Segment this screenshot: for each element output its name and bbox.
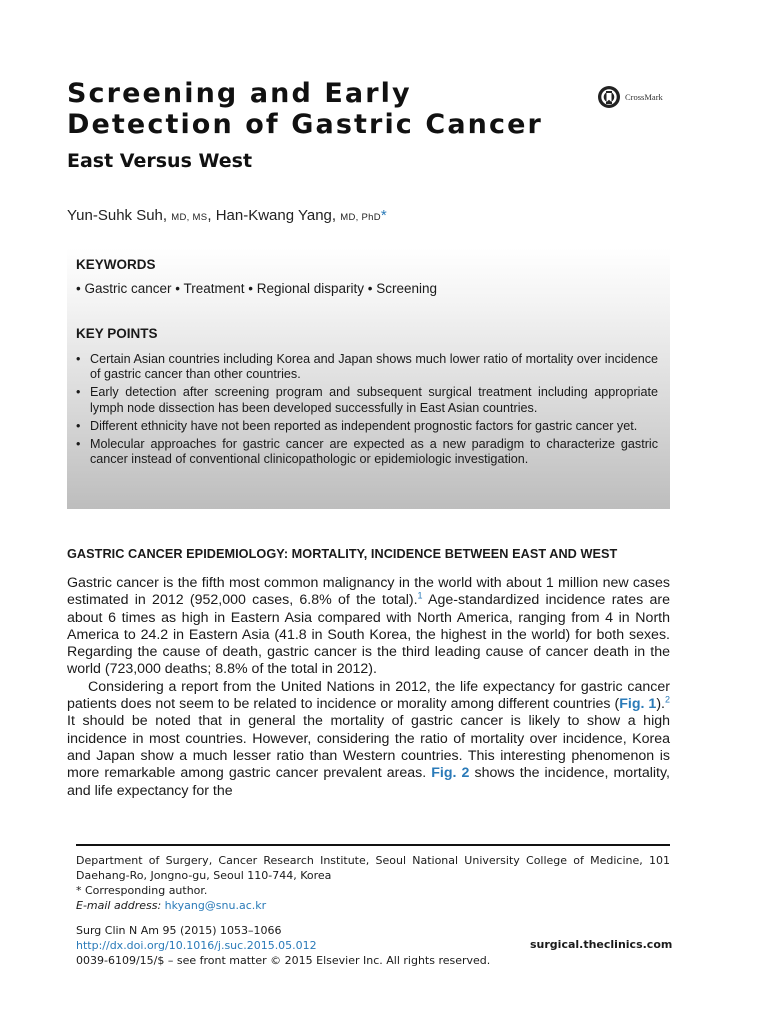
crossmark-badge[interactable] [597, 85, 663, 109]
key-point-item: • Different ethnicity have not been reported as independent prognostic factors for gastric cancer yet. [76, 419, 658, 434]
key-point-item: • Early detection after screening program and subsequent surgical treatment including appropriate lymph node dissection has been developed successfully in East Asian countries. [76, 385, 658, 415]
reference-2-link[interactable]: 2 [664, 694, 670, 705]
paragraph-text: shows the incidence, mortality, and life expectancy for the [67, 765, 670, 799]
title-line-2: Detection of Gastric Cancer [67, 109, 543, 140]
paragraph [67, 575, 670, 679]
key-point-item: • Molecular approaches for gastric cancer are expected as a new paradigm to characterize gastric cancer instead of conventional clinicopathologic or epidemiologic investigation. [76, 437, 658, 467]
footnote-divider [76, 844, 670, 846]
affiliation-text: Department of Surgery, Cancer Research Institute, Seoul National University College of Medicine, 101 Daehang-Ro, Jongno-gu, Seoul 110-744, Korea [76, 854, 670, 882]
author-name: Han-Kwang Yang, [215, 207, 337, 224]
corresponding-author-note: * Corresponding author. [76, 884, 208, 897]
section-body [67, 575, 670, 800]
paragraph-text: Age-standardized incidence rates are about 6 times as high in Eastern Asia compared with North America, ranging from 4 in North America to 24.2 in Eastern Asia (41.8 in South Korea, the highest in the world) for both sexes. Regarding the cause of death, gastric cancer is the third leading cause of cancer death in the world (723,000 deaths; 8.8% of the total in 2012). [67, 592, 670, 678]
email-label: E-mail address: [76, 899, 162, 912]
crossmark-label: CrossMark [625, 92, 663, 102]
paragraph-text: Gastric cancer is the fifth most common malignancy in the world with about 1 million new cases estimated in 2012 (952,000 cases, 6.8% of the total). [67, 575, 670, 609]
section-heading: GASTRIC CANCER EPIDEMIOLOGY: MORTALITY, INCIDENCE BETWEEN EAST AND WEST [67, 547, 618, 561]
copyright: 0039-6109/15/$ – see front matter © 2015 Elsevier Inc. All rights reserved. [76, 954, 491, 967]
article-subtitle: East Versus West [67, 150, 253, 172]
article-title [67, 78, 587, 140]
doi-link[interactable]: http://dx.doi.org/10.1016/j.suc.2015.05.012 [76, 939, 317, 952]
key-points-list [76, 352, 658, 470]
keywords-list: • Gastric cancer • Treatment • Regional disparity • Screening [76, 281, 438, 296]
paragraph-text: ). [656, 696, 665, 713]
author-degrees: MD, MS [171, 212, 208, 223]
footnote-affiliation [76, 853, 670, 913]
key-point-item: • Certain Asian countries including Korea and Japan shows much lower ratio of mortality over incidence of gastric cancer than other countries. [76, 352, 658, 382]
paragraph-text: It should be noted that in general the mortality of gastric cancer is likely to show a high incidence in most countries. However, considering the ratio of mortality over incidence, Korea and Japan show a much lesser ratio than Western countries. This interesting phenomenon is more remarkable among gastric cancer prevalent areas. [67, 713, 670, 782]
author-degrees: MD, PhD [340, 212, 381, 223]
keywords-heading: KEYWORDS [76, 257, 156, 272]
author-name: Yun-Suhk Suh, [67, 207, 168, 224]
reference-1-link[interactable]: 1 [417, 590, 423, 601]
paragraph-text: Considering a report from the United Nations in 2012, the life expectancy for gastric cancer patients does not seem to be related to incidence or morality among different countries ( [67, 678, 670, 713]
paragraph [67, 679, 670, 800]
keypoints-box [67, 248, 670, 509]
fig-2-link[interactable]: Fig. 2 [431, 765, 470, 782]
corresponding-author-marker[interactable]: * [380, 207, 387, 224]
journal-site[interactable]: surgical.theclinics.com [530, 938, 673, 951]
email-line [76, 898, 670, 913]
title-line-1: Screening and Early [67, 78, 412, 109]
key-points-heading: KEY POINTS [76, 326, 158, 341]
citation: Surg Clin N Am 95 (2015) 1053–1066 [76, 924, 282, 937]
crossmark-icon [597, 85, 621, 109]
author-list: Yun-Suhk Suh, MD, MS, Han-Kwang Yang, MD, PhD* [67, 207, 387, 224]
email-link[interactable]: hkyang@snu.ac.kr [164, 899, 267, 912]
fig-1-link[interactable]: Fig. 1 [619, 696, 657, 713]
